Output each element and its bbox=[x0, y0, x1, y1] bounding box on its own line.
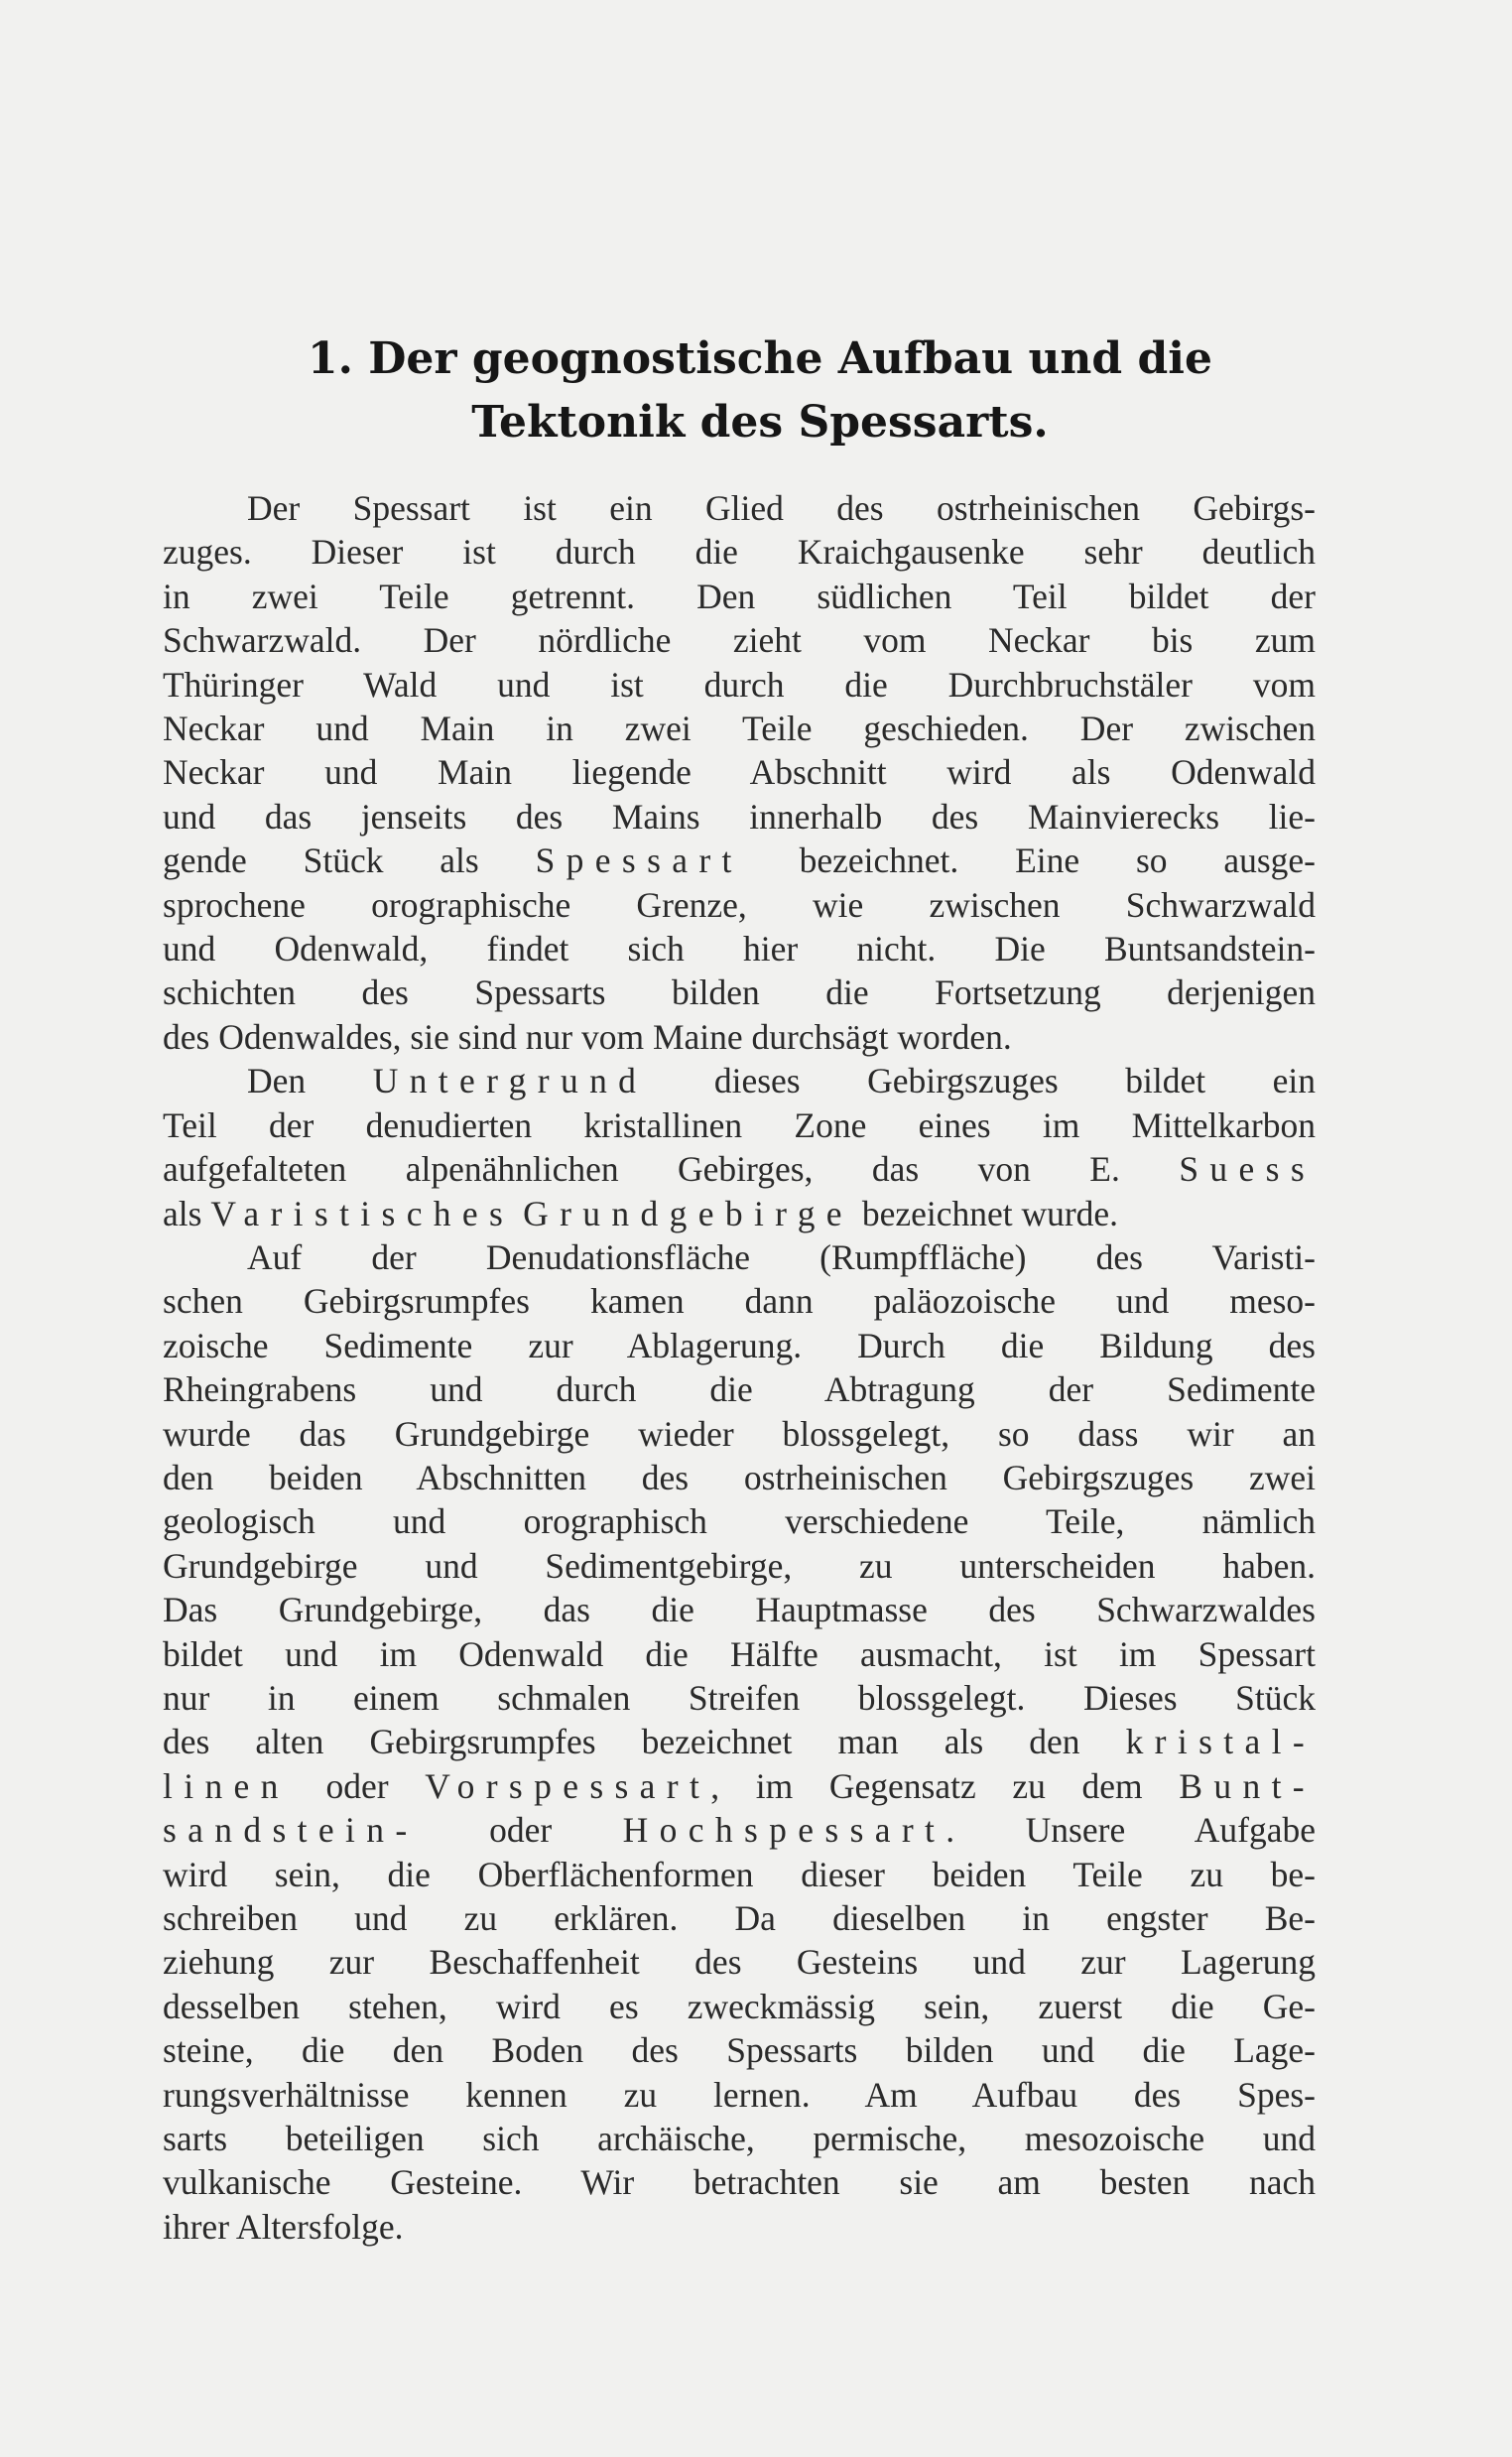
text-line: zuges. Dieser ist durch die Kraichgausenke sehr deutlich bbox=[163, 532, 1316, 573]
text-line: sprochene orographische Grenze, wie zwischen Schwarzwald bbox=[163, 884, 1316, 925]
text-line: und Odenwald, findet sich hier nicht. Die Buntsandstein- bbox=[163, 929, 1316, 970]
text-line: ihrer Altersfolge. bbox=[163, 2206, 404, 2247]
text-line: geologisch und orographisch verschiedene Teile, nämlich bbox=[163, 1501, 1316, 1542]
text-line: des alten Gebirgsrumpfes bezeichnet man als den kristal- bbox=[163, 1722, 1316, 1762]
heading-line-1: 1. Der geognostische Aufbau und die bbox=[308, 333, 1212, 384]
text-line: Teil der denudierten kristallinen Zone eines im Mittelkarbon bbox=[163, 1104, 1316, 1145]
text-line: nur in einem schmalen Streifen blossgelegt. Dieses Stück bbox=[163, 1677, 1316, 1718]
text-line: bildet und im Odenwald die Hälfte ausmacht, ist im Spessart bbox=[163, 1633, 1316, 1674]
text-line: Der Spessart ist ein Glied des ostrheinischen Gebirgs- bbox=[247, 488, 1316, 528]
text-line: vulkanische Gesteine. Wir betrachten sie am besten nach bbox=[163, 2162, 1316, 2203]
text-line: aufgefalteten alpenähnlichen Gebirges, das von E. Suess bbox=[163, 1149, 1316, 1190]
text-line: sarts beteiligen sich archäische, permische, mesozoische und bbox=[163, 2119, 1316, 2159]
text-line: Neckar und Main in zwei Teile geschieden. Der zwischen bbox=[163, 709, 1316, 749]
text-line: linen oder Vorspessart, im Gegensatz zu dem Bunt- bbox=[163, 1765, 1316, 1806]
text-line: in zwei Teile getrennt. Den südlichen Teil bildet der bbox=[163, 576, 1316, 616]
text-line: sandstein- oder Hochspessart. Unsere Aufgabe bbox=[163, 1810, 1316, 1851]
chapter-heading bbox=[165, 327, 1355, 454]
text-line: und das jenseits des Mains innerhalb des Mainvierecks lie- bbox=[163, 796, 1316, 837]
text-line: desselben stehen, wird es zweckmässig sein, zuerst die Ge- bbox=[163, 1986, 1316, 2026]
text-line: schreiben und zu erklären. Da dieselben in engster Be- bbox=[163, 1898, 1316, 1938]
text-line: als Varistisches Grundgebirge bezeichnet wurde. bbox=[163, 1193, 1119, 1233]
text-line: ziehung zur Beschaffenheit des Gesteins und zur Lagerung bbox=[163, 1942, 1316, 1983]
text-line: Schwarzwald. Der nördliche zieht vom Neckar bis zum bbox=[163, 620, 1316, 661]
body-text bbox=[163, 486, 1316, 2249]
heading-line-2: Tektonik des Spessarts. bbox=[471, 397, 1049, 448]
text-line: Den Untergrund dieses Gebirgszuges bildet ein bbox=[247, 1061, 1316, 1101]
text-line: Rheingrabens und durch die Abtragung der Sedimente bbox=[163, 1369, 1316, 1410]
text-line: den beiden Abschnitten des ostrheinischen Gebirgszuges zwei bbox=[163, 1457, 1316, 1497]
text-line: wird sein, die Oberflächenformen dieser beiden Teile zu be- bbox=[163, 1854, 1316, 1894]
text-line: des Odenwaldes, sie sind nur vom Maine durchsägt worden. bbox=[163, 1016, 1012, 1057]
text-line: Neckar und Main liegende Abschnitt wird als Odenwald bbox=[163, 752, 1316, 793]
text-line: schen Gebirgsrumpfes kamen dann paläozoische und meso- bbox=[163, 1281, 1316, 1322]
text-line: gende Stück als Spessart bezeichnet. Eine so ausge- bbox=[163, 841, 1316, 881]
text-line: Das Grundgebirge, das die Hauptmasse des Schwarzwaldes bbox=[163, 1590, 1316, 1630]
text-line: schichten des Spessarts bilden die Fortsetzung derjenigen bbox=[163, 972, 1316, 1013]
text-line: Auf der Denudationsfläche (Rumpffläche) des Varisti- bbox=[247, 1236, 1316, 1277]
text-line: Thüringer Wald und ist durch die Durchbruchstäler vom bbox=[163, 664, 1316, 705]
text-line: Grundgebirge und Sedimentgebirge, zu unterscheiden haben. bbox=[163, 1545, 1316, 1586]
text-line: steine, die den Boden des Spessarts bilden und die Lage- bbox=[163, 2030, 1316, 2071]
text-line: zoische Sedimente zur Ablagerung. Durch die Bildung des bbox=[163, 1325, 1316, 1365]
text-line: wurde das Grundgebirge wieder blossgelegt, so dass wir an bbox=[163, 1413, 1316, 1454]
text-line: rungsverhältnisse kennen zu lernen. Am Aufbau des Spes- bbox=[163, 2074, 1316, 2115]
